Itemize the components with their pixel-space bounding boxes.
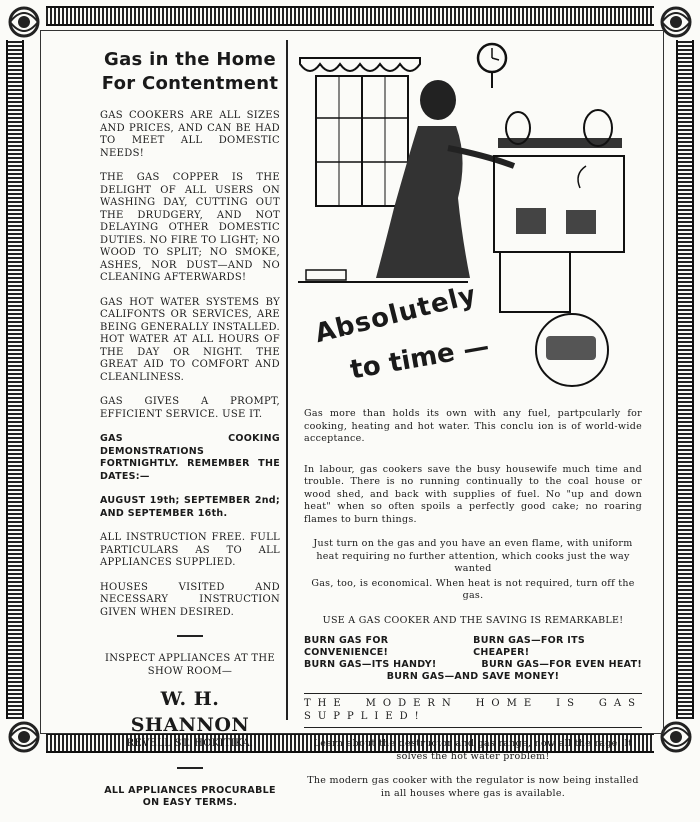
- top-border: [46, 6, 654, 26]
- terms-paragraph: ALL APPLIANCES PROCURABLE ON EASY TERMS.: [104, 784, 276, 808]
- demonstrations-paragraph: GAS COOKING DEMONSTRATIONS FORTNIGHTLY. REMEMBER THE DATES:—: [100, 433, 280, 482]
- service-paragraph: GAS GIVES A PROMPT, EFFICIENT SERVICE. USE IT.: [100, 396, 280, 420]
- fuel-paragraph: Gas more than holds its own with any fuel, partpcularly for cooking, heating and hot water. This conclu ion is of world-wide acceptance.: [304, 408, 642, 444]
- burn-gas-cheaper: BURN GAS—FOR ITS CHEAPER!: [473, 635, 586, 658]
- corner-ornament-icon: [4, 717, 44, 757]
- headline-line-2: For Contentment: [101, 73, 279, 94]
- short-rule: [177, 635, 203, 637]
- saving-paragraph: USE A GAS COOKER AND THE SAVING IS REMARKABLE!: [322, 614, 624, 626]
- burn-gas-even-heat: BURN GAS—FOR EVEN HEAT!: [481, 659, 642, 670]
- instruction-paragraph: ALL INSTRUCTION FREE. FULL PARTICULARS AS TO ALL APPLIANCES SUPPLIED.: [100, 532, 280, 568]
- headline: [100, 48, 280, 96]
- showroom-paragraph: INSPECT APPLIANCES AT THE SHOW ROOM—: [104, 653, 275, 677]
- burn-gas-row-1: [304, 635, 642, 659]
- modern-home-banner: THE MODERN HOME IS GAS SUPPLIED!: [304, 693, 642, 728]
- burn-gas-save-money: BURN GAS—AND SAVE MONEY!: [386, 671, 560, 682]
- corner-ornament-icon: [4, 2, 44, 42]
- copper-paragraph: THE GAS COPPER IS THE DELIGHT OF ALL USERS ON WASHING DAY, CUTTING OUT THE DRUDGERY, AND NOT DELAYING OTHER DOMESTIC DUTIES. NO FIRE TO LIGHT; NO WOOD TO SPLIT; NO SMOKE, ASHES, NOR DUST—AND NO CLEANING AFTERWARDS!: [100, 172, 280, 283]
- burn-gas-handy: BURN GAS—ITS HANDY!: [304, 659, 437, 670]
- merchant-name: W. H. SHANNON: [130, 688, 250, 736]
- burn-gas-row-2: [304, 659, 642, 671]
- regulator-paragraph: The modern gas cooker with the regulator is now being installed in all houses where gas is available.: [307, 775, 639, 799]
- slogan-line-1: Absolutely: [312, 279, 480, 350]
- left-column: [100, 48, 280, 822]
- short-rule: [177, 767, 203, 769]
- right-column: [304, 408, 642, 812]
- labour-paragraph: In labour, gas cookers save the busy housewife much time and trouble. There is no running continually to the coal house or wood shed, and back with supplies of fuel. No "up and down heat" when so often spoils a perfectly good cake; no roaring flames to burn things.: [304, 463, 642, 525]
- headline-line-1: Gas in the Home: [104, 49, 276, 70]
- hot-water-paragraph: GAS HOT WATER SYSTEMS BY CALIFONTS OR SERVICES, ARE BEING GENERALLY INSTALLED. HOT WATER AT ALL HOURS OF THE DAY OR NIGHT. THE GREAT AID TO COMFORT AND CLEANLINESS.: [100, 296, 280, 383]
- merchant-address: REVELL ST. HOKITIKA.: [126, 738, 254, 749]
- destructor-paragraph: Learn about the destructor and gas range, now all the rage. It solves the hot water problem!: [313, 738, 633, 762]
- dates-paragraph: AUGUST 19th; SEPTEMBER 2nd; AND SEPTEMBER 16th.: [100, 495, 280, 519]
- cookers-paragraph: GAS COOKERS ARE ALL SIZES AND PRICES, AND CAN BE HAD TO MEET ALL DOMESTIC NEEDS!: [100, 110, 280, 159]
- right-border: [676, 40, 694, 719]
- column-divider: [286, 40, 288, 720]
- slogan-line-2: to time —: [348, 331, 492, 386]
- burn-gas-convenience: BURN GAS FOR CONVENIENCE!: [304, 635, 389, 658]
- flame-paragraph: Just turn on the gas and you have an even flame, with uniform heat requiring no further attention, which cooks just the way wanted: [313, 538, 633, 574]
- left-border: [6, 40, 24, 719]
- visits-paragraph: HOUSES VISITED AND NECESSARY INSTRUCTION GIVEN WHEN DESIRED.: [100, 581, 280, 618]
- economy-paragraph: Gas, too, is economical. When heat is not required, turn off the gas.: [311, 577, 635, 601]
